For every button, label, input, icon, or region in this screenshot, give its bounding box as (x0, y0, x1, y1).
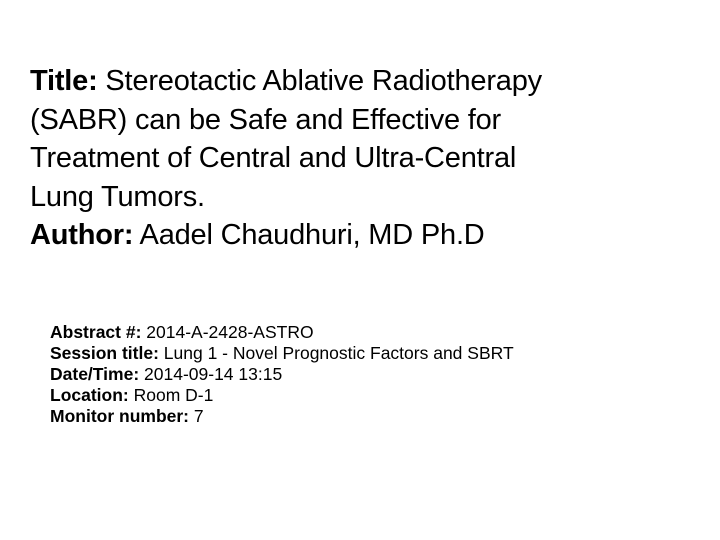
location-label: Location: (50, 385, 129, 405)
author-label: Author: (30, 219, 134, 251)
title-label: Title: (30, 65, 98, 97)
author-name: Aadel Chaudhuri, MD Ph.D (133, 219, 485, 251)
session-title-label: Session title: (50, 343, 159, 363)
title-line-1 (30, 62, 700, 101)
datetime-value: 2014-09-14 13:15 (139, 364, 283, 384)
monitor-number-row (50, 406, 700, 427)
abstract-details (50, 322, 700, 427)
title-block (30, 62, 700, 255)
abstract-number-label: Abstract #: (50, 322, 142, 342)
title-line-3: Treatment of Central and Ultra-Central (30, 142, 517, 174)
session-title-row (50, 343, 700, 364)
monitor-number-value: 7 (189, 406, 204, 426)
title-line-4: Lung Tumors. (30, 180, 205, 213)
author-line (30, 216, 700, 255)
abstract-number-row (50, 322, 700, 343)
title-text-1: Stereotactic Ablative Radiotherapy (97, 65, 542, 97)
datetime-row (50, 364, 700, 385)
session-title-value: Lung 1 - Novel Prognostic Factors and SBRT (158, 343, 514, 363)
title-line-2: (SABR) can be Safe and Effective for (30, 103, 502, 136)
monitor-number-label: Monitor number: (50, 406, 190, 426)
datetime-label: Date/Time: (50, 364, 140, 384)
location-value: Room D-1 (128, 385, 214, 405)
abstract-number-value: 2014-A-2428-ASTRO (141, 322, 314, 342)
location-row (50, 385, 700, 406)
